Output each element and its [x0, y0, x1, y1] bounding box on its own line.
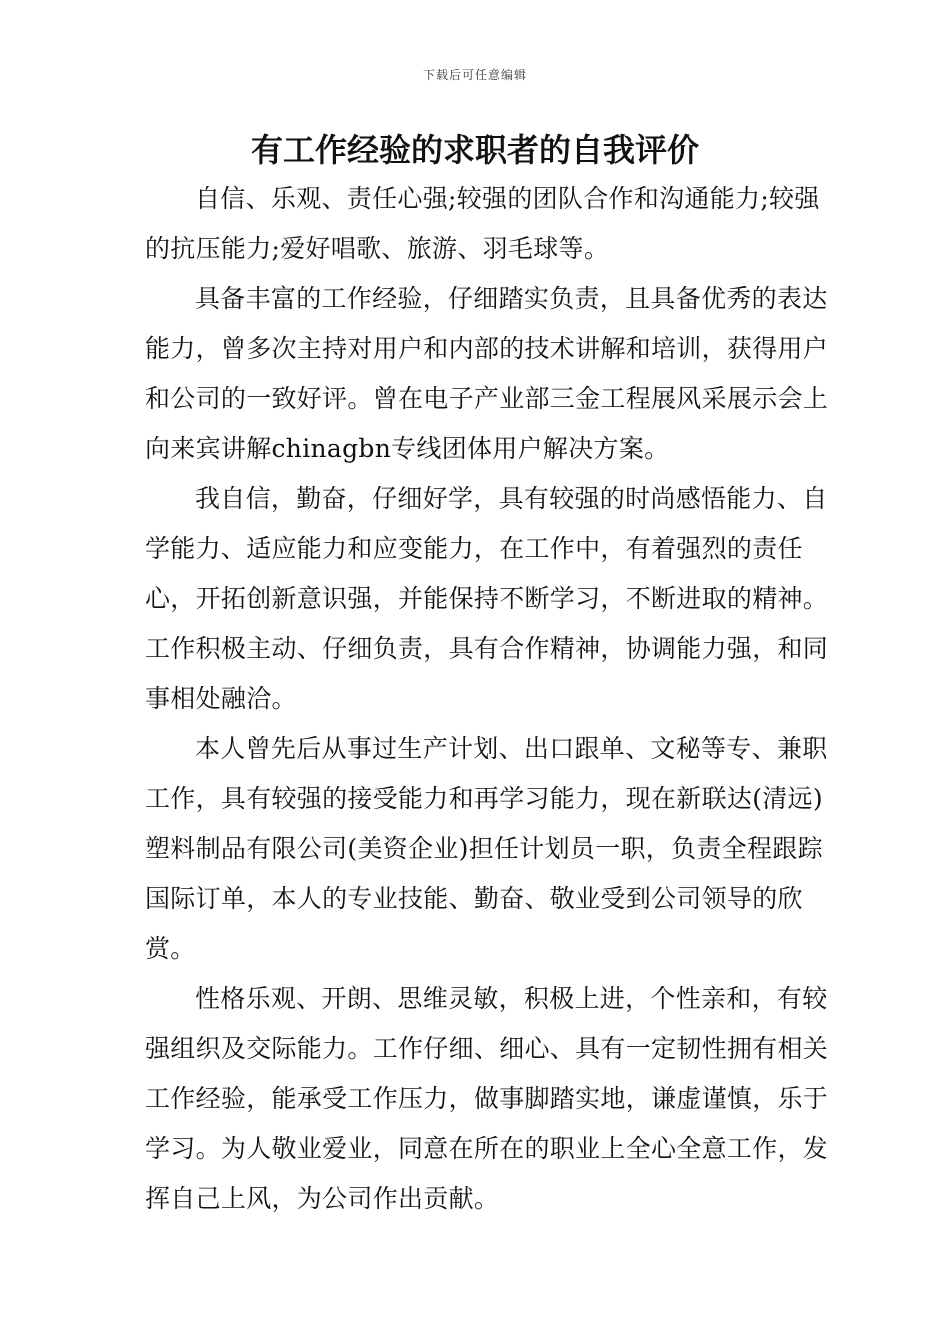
- paragraph-4: 本人曾先后从事过生产计划、出口跟单、文秘等专、兼职工作，具有较强的接受能力和再学习能力，现在新联达(清远)塑料制品有限公司(美资企业)担任计划员一职，负责全程跟踪国际订单，本人的专业技能、勤奋、敬业受到公司领导的欣赏。: [145, 734, 828, 963]
- paragraph-5: 性格乐观、开朗、思维灵敏，积极上进，个性亲和，有较强组织及交际能力。工作仔细、细心、具有一定韧性拥有相关工作经验，能承受工作压力，做事脚踏实地，谦虚谨慎，乐于学习。为人敬业爱业，同意在所在的职业上全心全意工作，发挥自己上风，为公司作出贡献。: [145, 984, 829, 1213]
- paragraph-1: 自信、乐观、责任心强;较强的团队合作和沟通能力;较强的抗压能力;爱好唱歌、旅游、羽毛球等。: [145, 184, 820, 263]
- document-body: [145, 174, 835, 1224]
- document-title: 有工作经验的求职者的自我评价: [250, 131, 699, 169]
- header-note: 下载后可任意编辑: [422, 68, 527, 82]
- paragraph-2: 具备丰富的工作经验，仔细踏实负责，且具备优秀的表达能力，曾多次主持对用户和内部的技术讲解和培训，获得用户和公司的一致好评。曾在电子产业部三金工程展风采展示会上向来宾讲解chinagbn专线团体用户解决方案。: [145, 284, 829, 463]
- paragraph-3: 我自信，勤奋，仔细好学，具有较强的时尚感悟能力、自学能力、适应能力和应变能力，在工作中，有着强烈的责任心，开拓创新意识强，并能保持不断学习，不断进取的精神。工作积极主动、仔细负责，具有合作精神，协调能力强，和同事相处融洽。: [145, 484, 829, 713]
